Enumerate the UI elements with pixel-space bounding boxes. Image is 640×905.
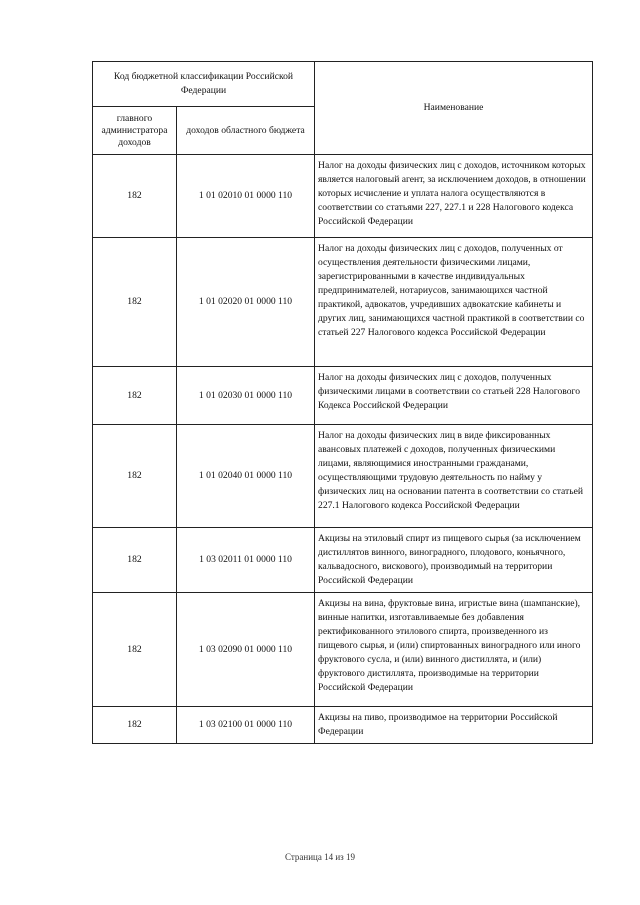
page-number-label: Страница 14 из 19 bbox=[285, 852, 355, 862]
admin-code-cell: 182 bbox=[93, 707, 177, 744]
income-code-cell: 1 03 02100 01 0000 110 bbox=[177, 707, 315, 744]
description-cell: Налог на доходы физических лиц с доходов, полученных от осуществления деятельности физическими лицами, зарегистрированными в качестве индивидуальных предпринимателей, нотариусов, занимающихся частной практикой, адвокатов, учредивших адвокатские кабинеты и других лиц, занимающихся частной практикой в соответствии со статьей 227 Налогового кодекса Российской Федерации bbox=[315, 238, 593, 367]
table-row bbox=[93, 155, 593, 238]
admin-code-cell: 182 bbox=[93, 528, 177, 593]
header-group-label: Код бюджетной классификации Российской Федерации bbox=[93, 62, 315, 107]
admin-code-cell: 182 bbox=[93, 155, 177, 238]
description-cell: Налог на доходы физических лиц в виде фиксированных авансовых платежей с доходов, полученных физическими лицами, являющимися иностранными гражданами, осуществляющими трудовую деятельность по найму у физических лиц на основании патента в соответствии со статьей 227.1 Налогового кодекса Российской Федерации bbox=[315, 425, 593, 528]
table-row bbox=[93, 707, 593, 744]
description-cell: Акцизы на пиво, производимое на территории Российской Федерации bbox=[315, 707, 593, 744]
budget-classification-table bbox=[92, 61, 593, 744]
income-code-cell: 1 03 02011 01 0000 110 bbox=[177, 528, 315, 593]
header-name: Наименование bbox=[315, 62, 593, 155]
admin-code-cell: 182 bbox=[93, 425, 177, 528]
admin-code-cell: 182 bbox=[93, 367, 177, 425]
table-row bbox=[93, 528, 593, 593]
description-cell: Акцизы на этиловый спирт из пищевого сырья (за исключением дистиллятов винного, виноградного, плодового, коньячного, кальвадосного, вискового), производимый на территории Российской Федерации bbox=[315, 528, 593, 593]
income-code-cell: 1 03 02090 01 0000 110 bbox=[177, 593, 315, 707]
income-code-cell: 1 01 02020 01 0000 110 bbox=[177, 238, 315, 367]
income-code-cell: 1 01 02030 01 0000 110 bbox=[177, 367, 315, 425]
table-row bbox=[93, 593, 593, 707]
description-cell: Налог на доходы физических лиц с доходов, полученных физическими лицами в соответствии со статьей 228 Налогового Кодекса Российской Федерации bbox=[315, 367, 593, 425]
table-row bbox=[93, 367, 593, 425]
description-cell: Акцизы на вина, фруктовые вина, игристые вина (шампанские), винные напитки, изготавливаемые без добавления ректификованного этилового спирта, произведенного из пищевого сырья, и (или) спиртованных виноградного или иного фруктового сусла, и (или) винного дистиллята, и (или) фруктового дистиллята, производимые на территории Российской Федерации bbox=[315, 593, 593, 707]
admin-code-cell: 182 bbox=[93, 593, 177, 707]
income-code-cell: 1 01 02040 01 0000 110 bbox=[177, 425, 315, 528]
income-code-cell: 1 01 02010 01 0000 110 bbox=[177, 155, 315, 238]
header-row-top bbox=[93, 62, 593, 107]
table-row bbox=[93, 238, 593, 367]
header-admin: главного администратора доходов bbox=[93, 107, 177, 155]
table-row bbox=[93, 425, 593, 528]
header-income: доходов областного бюджета bbox=[177, 107, 315, 155]
admin-code-cell: 182 bbox=[93, 238, 177, 367]
description-cell: Налог на доходы физических лиц с доходов, источником которых является налоговый агент, за исключением доходов, в отношении которых исчисление и уплата налога осуществляются в соответствии со статьями 227, 227.1 и 228 Налогового кодекса Российской Федерации bbox=[315, 155, 593, 238]
